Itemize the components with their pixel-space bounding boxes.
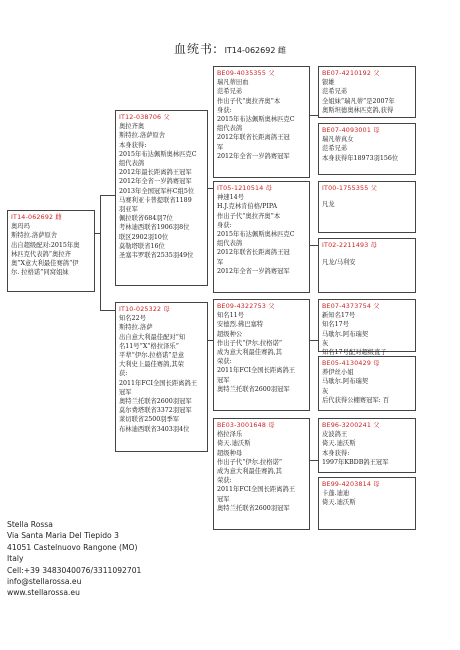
detail-line: 卡蓬.迪迪: [322, 490, 350, 498]
detail-line: 新知名17号: [322, 312, 356, 320]
detail-line: 奥玛玛: [11, 223, 30, 231]
title-ring-number: IT14-062692 雌: [224, 46, 286, 55]
detail-line: 身获:: [217, 221, 232, 229]
ring-number: BE09-4322753 父: [217, 303, 275, 310]
sss-card: [318, 66, 416, 118]
ring-number: IT05-1210514 母: [217, 185, 273, 192]
detail-line: 后代获得公棚赛冠军: 百: [322, 396, 390, 404]
ring-number: BE05-4130429 母: [322, 360, 380, 367]
detail-line: 灰: [322, 387, 329, 395]
detail-line: 佩拉联省684羽7位: [119, 215, 173, 223]
detail-line: 组代表鸽: [119, 160, 145, 168]
detail-line: 2011年FCI全国长距离鸽王: [217, 367, 296, 375]
dsd-card: [318, 356, 416, 411]
detail-line: 2011年FCI全国长距离鸽王: [119, 379, 198, 387]
detail-line: 安德烈.佛巴塞特: [217, 321, 264, 329]
detail-line: 超级种公: [217, 330, 243, 338]
detail-line: 奥拉齐奥: [119, 123, 145, 131]
detail-line: 作出子代“奥拉齐奥”本: [217, 212, 281, 220]
connector: [310, 460, 318, 461]
detail-line: 凡龙/马利安: [322, 259, 356, 267]
ring-number: BE07-4373754 父: [322, 303, 380, 310]
sds-card: [318, 181, 416, 233]
detail-line: 凡龙: [322, 201, 335, 209]
detail-line: 尔. 拉格诺”同窝姐妹: [11, 269, 69, 277]
detail-line: 范希兄弟: [322, 88, 348, 96]
dds-card: [318, 418, 416, 473]
ddd-card: [318, 477, 416, 530]
ring-number: BE09-4035355 父: [217, 70, 275, 77]
detail-line: 全姐妹“瑞凡蒂”是2007年: [322, 97, 395, 105]
detail-line: 平辈“伊尔.拉格诺”是意: [119, 352, 185, 360]
detail-line: 军: [217, 258, 224, 266]
website-link[interactable]: www.stellarossa.eu: [7, 588, 80, 598]
sire-sire-card: [213, 66, 310, 178]
loft-name: Stella Rossa: [7, 520, 53, 529]
detail-line: 奥特兰托联省2600羽冠军: [217, 385, 290, 393]
detail-line: 奥特兰托联省2600羽冠军: [217, 504, 290, 512]
detail-line: 考林迪西联省1906羽8位: [119, 224, 190, 232]
detail-line: 斯特拉.洛萨原舍: [119, 132, 166, 140]
sire-dam-card: [213, 181, 310, 293]
detail-line: 联区2902羽10位: [119, 233, 169, 241]
ring-number: BE96-3200241 父: [322, 422, 380, 429]
address-street: Via Santa Maria Del Tiepido 3: [7, 531, 119, 541]
detail-line: 冠军: [119, 388, 132, 396]
address-country: Italy: [7, 554, 24, 564]
dam-card: [115, 302, 208, 452]
detail-line: 超级种母: [217, 449, 243, 457]
detail-line: 2012年联省长距离鸽王冠: [217, 134, 290, 142]
subject-pigeon-card: [7, 210, 95, 292]
detail-line: 2012年全省一岁鸽赛冠军: [217, 152, 290, 160]
detail-line: 知名11号: [217, 312, 244, 320]
ring-number: IT10-025322 母: [119, 306, 170, 313]
email-link[interactable]: info@stellarossa.eu: [7, 577, 82, 587]
detail-line: H.J.克林肯伯格/PIPA: [217, 203, 278, 211]
detail-line: 2013年全国冠军杯C组5位: [119, 187, 195, 195]
detail-line: 1997年KBDB鸽王冠军: [322, 458, 389, 466]
detail-line: 奥斯坦德奥林匹克鸽,获得: [322, 106, 394, 114]
detail-line: 作出子代“奥拉齐奥”本: [217, 97, 281, 105]
detail-line: 成为意大利最佳赛鸽,其: [217, 349, 282, 357]
ring-number: IT00-1755355 父: [322, 185, 378, 192]
sire-card: [115, 110, 208, 286]
detail-line: 2015年布达佩斯奥林匹克C: [119, 150, 197, 158]
detail-line: 本身获得:: [322, 449, 350, 457]
ring-number: BE99-4203814 母: [322, 481, 380, 488]
detail-line: 2015年布达佩斯奥林匹克C: [217, 231, 295, 239]
detail-line: 本身获得:: [119, 141, 147, 149]
ring-number: BE03-3001648 母: [217, 422, 275, 429]
dam-sire-card: [213, 299, 310, 411]
detail-line: 马赛利亚卡普提联省1189: [119, 196, 192, 204]
detail-line: 倚天.迪沃斯: [322, 440, 356, 448]
pedigree-title: [0, 40, 460, 57]
detail-line: 2012年全省一岁鸽赛冠军: [119, 178, 192, 186]
detail-line: 2015年布达佩斯奥林匹克C: [217, 116, 295, 124]
detail-line: 出自意大利最佳配对“知: [119, 333, 186, 341]
detail-line: 本身获得年18973羽156位: [322, 154, 399, 162]
address-city: 41051 Castelnuovo Rangone (MO): [7, 542, 138, 552]
detail-line: 奥”X意大利最佳赛鸽“伊: [11, 260, 79, 268]
title-label: 血统书:: [174, 42, 219, 56]
detail-line: 大利史上最佳赛鸽,其荣: [119, 361, 184, 369]
detail-line: 冠军: [217, 376, 230, 384]
connector: [310, 115, 318, 116]
sdd-card: [318, 238, 416, 293]
detail-line: 皮波鸽王: [322, 431, 348, 439]
connector: [100, 310, 115, 311]
detail-line: 倚天.迪沃斯: [322, 499, 356, 507]
detail-line: 布林迪西联省3403羽4位: [119, 425, 190, 433]
detail-line: 2012年全省一岁鸽赛冠军: [217, 267, 290, 275]
detail-line: 成为意大利最佳赛鸽,其: [217, 468, 282, 476]
detail-line: 知名17号配对超级直子: [322, 349, 387, 357]
detail-line: 倚天.迪沃斯: [217, 440, 251, 448]
detail-line: 获:: [119, 370, 128, 378]
detail-line: 范希兄弟: [322, 145, 348, 153]
ssd-card: [318, 123, 416, 175]
detail-line: 荣获:: [217, 477, 232, 485]
ring-number: IT12-038706 父: [119, 114, 170, 121]
detail-line: 作出子代“伊尔.拉格诺”: [217, 339, 283, 347]
ring-number: BE07-4093001 母: [322, 127, 380, 134]
ring-number: IT02-2211493 母: [322, 242, 378, 249]
detail-line: 组代表鸽: [217, 240, 243, 248]
dss-card: [318, 299, 416, 357]
detail-line: 组代表鸽: [217, 125, 243, 133]
connector: [310, 340, 318, 341]
detail-line: 奥特兰托联省2600羽冠军: [119, 398, 192, 406]
detail-line: 圣塞韦罗联省2535羽49位: [119, 252, 194, 260]
detail-line: 灰: [322, 339, 329, 347]
detail-line: 出自超级配对:2015年奥: [11, 241, 80, 249]
detail-line: 羽亚军: [119, 206, 138, 214]
detail-line: 莫尔费塔联省3372羽冠军: [119, 407, 192, 415]
detail-line: 养伊丝小姐: [322, 369, 354, 377]
detail-line: 瑞凡蒂真女: [322, 136, 354, 144]
detail-line: 瑞凡蒂田血: [217, 79, 249, 87]
detail-line: 2012年最长距离鸽王冠军: [119, 169, 192, 177]
detail-line: 银雄: [322, 79, 335, 87]
loft-contact-block: [7, 519, 141, 599]
detail-line: 范希兄弟: [217, 88, 243, 96]
detail-line: 莫勒塔联省16位: [119, 242, 165, 250]
detail-line: 斯特拉.洛萨原舍: [11, 232, 58, 240]
ring-number: IT14-062692 雌: [11, 214, 62, 221]
connector: [100, 195, 101, 310]
detail-line: 知名22号: [119, 315, 146, 323]
detail-line: 莱切联省2500羽季军: [119, 416, 180, 424]
detail-line: 军: [217, 143, 224, 151]
detail-line: 格拉泽乐: [217, 431, 243, 439]
detail-line: 冠军: [217, 495, 230, 503]
detail-line: 神速14号: [217, 194, 244, 202]
detail-line: 知名17号: [322, 321, 349, 329]
dam-dam-card: [213, 418, 310, 530]
detail-line: 荣获:: [217, 358, 232, 366]
detail-line: 马歇尔.阿布瑞契: [322, 330, 369, 338]
detail-line: 马歇尔.阿布瑞契: [322, 378, 369, 386]
detail-line: 林匹克代表鸽“奥拉齐: [11, 250, 71, 258]
detail-line: 作出子代“伊尔.拉格诺”: [217, 458, 283, 466]
ring-number: BE07-4210192 父: [322, 70, 380, 77]
detail-line: 斯特拉.洛萨: [119, 324, 153, 332]
detail-line: 名11号”X“格拉泽乐”: [119, 342, 179, 350]
detail-line: 2011年FCI全国长距离鸽王: [217, 486, 296, 494]
phone: Cell:+39 3483040076/3311092701: [7, 565, 142, 575]
detail-line: 身获:: [217, 106, 232, 114]
connector: [310, 245, 318, 246]
connector: [100, 195, 115, 196]
detail-line: 2012年联省长距离鸽王冠: [217, 249, 290, 257]
